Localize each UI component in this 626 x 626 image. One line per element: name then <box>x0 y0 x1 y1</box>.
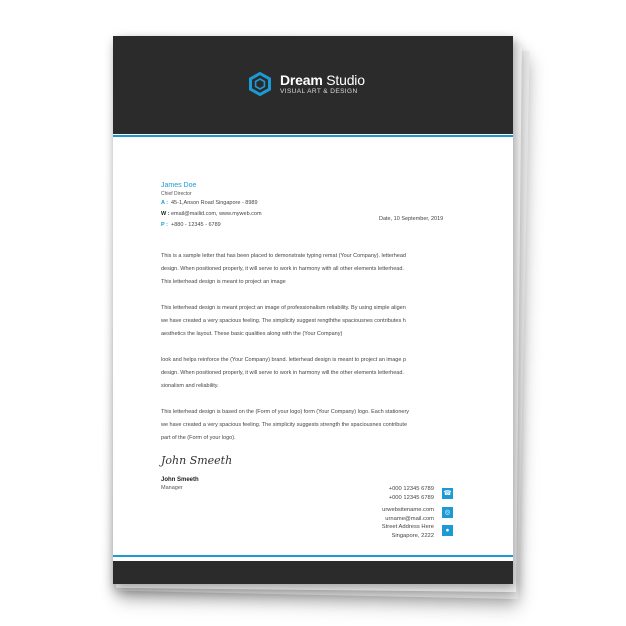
address-value: 45-1,Anson Road Singapore - 8989 <box>171 200 258 206</box>
web-key: W : <box>161 211 170 217</box>
address-key: A : <box>161 200 169 206</box>
brand-tagline: VISUAL ART & DESIGN <box>280 88 358 95</box>
footer-phones <box>389 485 434 503</box>
paragraph <box>161 406 457 445</box>
signer-title: Manager <box>161 485 183 491</box>
paragraph <box>161 354 457 393</box>
body-line: This is a sample letter that has been placed to demonstrate typing remat (Your Company). letterhead <box>161 253 406 259</box>
body-line: This letterhead design is based on the (Form of your logo) form (Your Company) logo. Each stationery <box>161 409 410 415</box>
sender-web <box>161 209 262 220</box>
letterhead-sheet <box>113 36 513 584</box>
brand-name <box>280 72 365 88</box>
footer-web <box>382 506 434 524</box>
body-line: aesthetics the layout. These basic qualities along with the (Your Company) <box>161 331 343 337</box>
brand-name-rest: Studio <box>322 72 365 88</box>
sender-address <box>161 198 262 209</box>
paragraph <box>161 302 457 341</box>
footer-address <box>382 523 434 541</box>
body-line: This letterhead design is meant to project an image <box>161 279 286 285</box>
header-accent-line <box>113 135 513 137</box>
footer-phone-1: +000 12345 6789 <box>388 486 434 492</box>
paragraph <box>161 250 457 289</box>
sender-role: Chief Director <box>161 191 192 197</box>
globe-icon: ◎ <box>442 507 453 518</box>
footer-phone-2: +000 12345 6789 <box>388 495 434 501</box>
body-line: part of the (Form of your logo). <box>161 435 236 441</box>
body-line: sionalism and reliability. <box>161 383 219 389</box>
brand-name-bold: Dream <box>280 72 323 88</box>
footer-email: urname@mail.com <box>385 516 434 522</box>
phone-icon: ☎ <box>443 490 452 497</box>
phone-key: P : <box>161 222 168 228</box>
signer-block <box>161 476 199 492</box>
body-line: we have created a very spacious feeling. The simplicity suggest rengththe spaciousnes contributes h <box>161 318 406 324</box>
header-band <box>113 36 513 134</box>
sender-phone <box>161 220 262 231</box>
footer-street: Street Address Here <box>381 524 434 530</box>
footer-accent-line <box>113 555 513 557</box>
body-line: This letterhead design is meant project an image of professionalism reliability. By using simple aligen <box>161 305 406 311</box>
web-value: email@mailid.com, www.myweb.com <box>171 211 262 217</box>
body-line: look and helps reinforce the (Your Company) brand. letterhead design is meant to project an image p <box>161 357 406 363</box>
signer-name: John Smeeth <box>161 477 199 483</box>
footer-city: Singapore, 2222 <box>391 533 434 539</box>
handwritten-signature: John Smeeth <box>161 454 233 467</box>
hexagon-logo-icon <box>248 72 272 96</box>
phone-value: +880 - 12345 - 6789 <box>171 222 221 228</box>
letter-date: Date, 10 September, 2019 <box>379 216 444 222</box>
body-line: we have created a very spacious feeling. The simplicity suggests strength the spaciousnes contribute <box>161 422 408 428</box>
footer-website: urwebsitename.com <box>382 507 434 513</box>
body-line: design. When positioned properly, it will serve to work in harmony with all other elements letterhead. <box>161 266 404 272</box>
location-pin-icon: ● <box>442 525 453 536</box>
sender-block <box>161 181 262 231</box>
body-line: design. When positioned properly, it will serve to work in harmony will the other elements letterhead. <box>161 370 404 376</box>
sender-name: James Doe <box>161 182 197 189</box>
footer-band <box>113 561 513 584</box>
letter-body <box>161 250 457 458</box>
